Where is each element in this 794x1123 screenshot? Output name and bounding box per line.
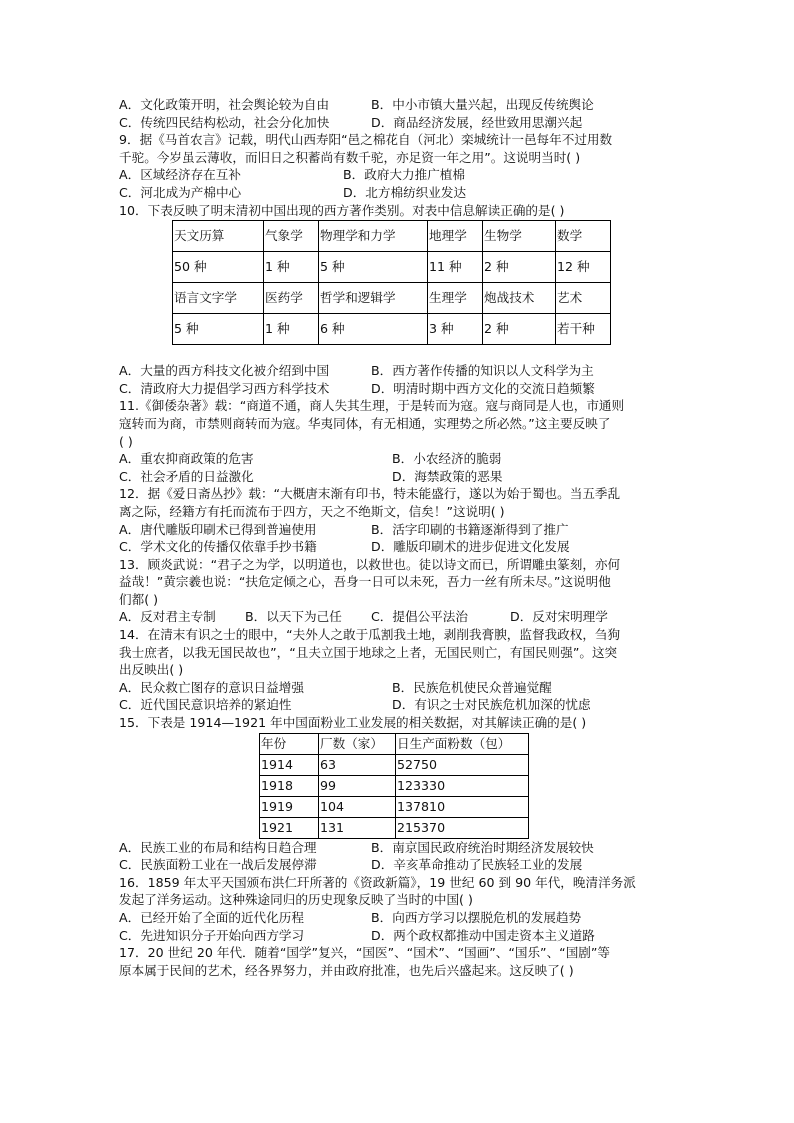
table-cell: 52750	[396, 754, 529, 775]
q11-stem-line-1: 11.《御倭杂著》载：“商道不通，商人失其生理，于是转而为寇。寇与商同是人也，市通则	[119, 398, 625, 414]
table-cell: 12 种	[556, 252, 611, 283]
exam-page	[119, 96, 679, 979]
q9-option-d[interactable]: D．北方棉纺织业发达	[343, 184, 467, 200]
q14-stem-line-2: 我士庶者，以我无国民故也”，“且夫立国于地球之上者，无国民则亡，有国民则强”。这突	[119, 644, 618, 660]
q10-option-a[interactable]: A．大量的西方科技文化被介绍到中国	[119, 363, 330, 379]
q11-stem-line-3: ( )	[119, 433, 133, 449]
q8-option-d[interactable]: D．商品经济发展，经世致用思潮兴起	[371, 114, 583, 130]
q13-option-d[interactable]: D．反对宋明理学	[510, 609, 608, 625]
q14-options-row-1	[119, 679, 679, 697]
table-cell: 137810	[396, 796, 529, 817]
q9-options-row-2	[119, 184, 679, 202]
q8-options-row-1	[119, 96, 679, 114]
q13-stem-line-2: 益哉！”黄宗羲也说：“扶危定倾之心，吾身一日可以未死，吾力一丝有所未尽。”这说明他	[119, 574, 611, 590]
q16-options-row-1	[119, 909, 679, 927]
q12-stem-line-2: 离之际，经籍方有托而流布于四方，天之不绝斯文，信矣！”这说明( )	[119, 503, 505, 519]
table-row	[173, 314, 611, 345]
q12-options-row-2	[119, 538, 679, 556]
table-cell: 地理学	[428, 221, 483, 252]
table-cell: 数学	[556, 221, 611, 252]
q15-table	[259, 733, 529, 839]
q10-stem: 10．下表反映了明末清初中国出现的西方著作类别。对表中信息解读正确的是( )	[119, 202, 565, 218]
table-row	[260, 796, 529, 817]
q16-stem-line-1: 16．1859 年太平天国颁布洪仁玕所著的《资政新篇》，19 世纪 60 到 90 年代，晚清洋务派	[119, 874, 636, 890]
q16-options-row-2	[119, 927, 679, 945]
q11-option-b[interactable]: B．小农经济的脆弱	[392, 451, 502, 467]
q15-options-row-2	[119, 856, 679, 874]
q14-stem-line-3: 出反映出( )	[119, 662, 184, 678]
q10-options-row-1	[119, 362, 679, 380]
q13-option-b[interactable]: B．以天下为己任	[245, 609, 342, 625]
q14-option-a[interactable]: A．民众救亡图存的意识日益增强	[119, 679, 304, 695]
q9-option-b[interactable]: B．政府大力推广植棉	[343, 167, 465, 183]
table-cell: 炮战技术	[483, 283, 556, 314]
q12-stem-line-1: 12．据《爱日斋丛抄》载：“大概唐末渐有印书，特未能盛行，遂以为始于蜀也。当五季乱	[119, 486, 621, 502]
table-cell: 63	[319, 754, 396, 775]
table-cell: 2 种	[483, 314, 556, 345]
q11-option-d[interactable]: D．海禁政策的恶果	[392, 468, 503, 484]
q15-option-a[interactable]: A．民族工业的布局和结构日趋合理	[119, 839, 317, 855]
q12-option-b[interactable]: B．活字印刷的书籍逐渐得到了推广	[371, 521, 569, 537]
q13-stem-line-1: 13．顾炎武说：“君子之为学，以明道也，以救世也。徒以诗文而已，所谓雕虫篆刻，亦何	[119, 556, 621, 572]
q16-option-b[interactable]: B．向西方学习以摆脱危机的发展趋势	[371, 910, 582, 925]
table-cell: 5 种	[173, 314, 264, 345]
q15-option-b[interactable]: B．南京国民政府统治时期经济发展较快	[371, 839, 594, 855]
q15-option-c[interactable]: C．民族面粉工业在一战后发展停滞	[119, 857, 317, 873]
q15-stem: 15．下表是 1914—1921 年中国面粉业工业发展的相关数据，对其解读正确的是( )	[119, 715, 587, 731]
table-row	[260, 754, 529, 775]
q9-stem-line-1: 9．据《马首农言》记载，明代山西寿阳“邑之棉花自（河北）栾城统计一邑每年不过用数	[119, 132, 613, 148]
table-cell: 123330	[396, 775, 529, 796]
q10-table	[172, 220, 611, 345]
q14-option-c[interactable]: C．近代国民意识培养的紧迫性	[119, 697, 292, 713]
table-cell: 厂数（家）	[319, 733, 396, 754]
q11-options-row-2	[119, 468, 679, 486]
table-cell: 1918	[260, 775, 319, 796]
q13-option-a[interactable]: A．反对君主专制	[119, 609, 216, 625]
table-row	[173, 252, 611, 283]
q12-option-d[interactable]: D．雕版印刷术的进步促进文化发展	[371, 539, 570, 555]
q16-option-d[interactable]: D．两个政权都推动中国走资本主义道路	[371, 927, 595, 943]
q9-option-c[interactable]: C．河北成为产棉中心	[119, 184, 242, 200]
q8-option-c[interactable]: C．传统四民结构松动，社会分化加快	[119, 114, 330, 130]
q17-stem-line-2: 原本属于民间的艺术，经各界努力，并由政府批准，也先后兴盛起来。这反映了( )	[119, 962, 574, 978]
q16-option-a[interactable]: A．已经开始了全面的近代化历程	[119, 910, 304, 925]
table-cell: 语言文字学	[173, 283, 264, 314]
q11-stem-line-2: 寇转而为商，市禁则商转而为寇。华夷同体，有无相通，实理势之所必然。”这主要反映了	[119, 415, 611, 431]
q10-option-c[interactable]: C．清政府大力提倡学习西方科学技术	[119, 380, 330, 396]
table-cell: 生理学	[428, 283, 483, 314]
q15-option-d[interactable]: D．辛亥革命推动了民族轻工业的发展	[371, 857, 583, 873]
table-row	[173, 221, 611, 252]
table-cell: 1921	[260, 817, 319, 838]
q11-options-row-1	[119, 450, 679, 468]
q12-option-a[interactable]: A．唐代雕版印刷术已得到普遍使用	[119, 521, 317, 537]
table-cell: 1914	[260, 754, 319, 775]
q14-options-row-2	[119, 696, 679, 714]
q8-options-row-2	[119, 114, 679, 132]
table-row	[260, 817, 529, 838]
q11-option-a[interactable]: A．重农抑商政策的危害	[119, 451, 254, 467]
table-cell: 6 种	[319, 314, 428, 345]
table-cell: 物理学和力学	[319, 221, 428, 252]
q10-option-d[interactable]: D．明清时期中西方文化的交流日趋频繁	[371, 380, 595, 396]
table-cell: 99	[319, 775, 396, 796]
q9-option-a[interactable]: A．区域经济存在互补	[119, 167, 241, 183]
table-cell: 年份	[260, 733, 319, 754]
q13-options-row	[119, 608, 679, 626]
q8-option-b[interactable]: B．中小市镇大量兴起，出现反传统舆论	[371, 97, 594, 112]
table-cell: 215370	[396, 817, 529, 838]
table-cell: 104	[319, 796, 396, 817]
q14-option-b[interactable]: B．民族危机使民众普遍觉醒	[392, 679, 552, 695]
q16-stem-line-2: 发起了洋务运动。这种殊途同归的历史现象反映了当时的中国( )	[119, 892, 473, 908]
q16-option-c[interactable]: C．先进知识分子开始向西方学习	[119, 927, 305, 943]
table-cell: 日生产面粉数（包）	[396, 733, 529, 754]
q11-option-c[interactable]: C．社会矛盾的日益激化	[119, 468, 254, 484]
q9-stem-line-2: 千驼。今岁虽云薄收，而旧日之积蓄尚有数千驼，亦足资一年之用”。这说明当时( )	[119, 149, 581, 165]
table-cell: 11 种	[428, 252, 483, 283]
table-cell: 131	[319, 817, 396, 838]
q8-option-a[interactable]: A．文化政策开明，社会舆论较为自由	[119, 97, 330, 112]
table-cell: 1 种	[264, 252, 319, 283]
q9-options-row-1	[119, 166, 679, 184]
table-cell: 气象学	[264, 221, 319, 252]
table-cell: 医药学	[264, 283, 319, 314]
table-cell: 若干种	[556, 314, 611, 345]
table-cell: 艺术	[556, 283, 611, 314]
q13-option-c[interactable]: C．提倡公平法治	[371, 609, 468, 625]
table-row	[260, 733, 529, 754]
table-cell: 2 种	[483, 252, 556, 283]
table-cell: 5 种	[319, 252, 428, 283]
q12-options-row-1	[119, 521, 679, 539]
table-cell: 天文历算	[173, 221, 264, 252]
table-cell: 1919	[260, 796, 319, 817]
q14-stem-line-1: 14．在清末有识之士的眼中，“夫外人之敢于瓜割我土地，剥削我膏腴，监督我政权，刍狗	[119, 627, 621, 643]
table-row	[260, 775, 529, 796]
q14-option-d[interactable]: D．有识之士对民族危机加深的忧虑	[392, 697, 591, 713]
q10-options-row-2	[119, 380, 679, 398]
table-cell: 哲学和逻辑学	[319, 283, 428, 314]
q17-stem-line-1: 17．20 世纪 20 年代．随着“国学”复兴，“国医”、“国术”、“国画”、“国乐”、“国剧”等	[119, 945, 611, 961]
q10-option-b[interactable]: B．西方著作传播的知识以人文科学为主	[371, 363, 594, 379]
table-cell: 50 种	[173, 252, 264, 283]
q15-options-row-1	[119, 839, 679, 857]
table-cell: 生物学	[483, 221, 556, 252]
table-cell: 1 种	[264, 314, 319, 345]
q12-option-c[interactable]: C．学术文化的传播仅依靠手抄书籍	[119, 539, 317, 555]
q13-stem-line-3: 们都( )	[119, 591, 159, 607]
table-cell: 3 种	[428, 314, 483, 345]
table-row	[173, 283, 611, 314]
